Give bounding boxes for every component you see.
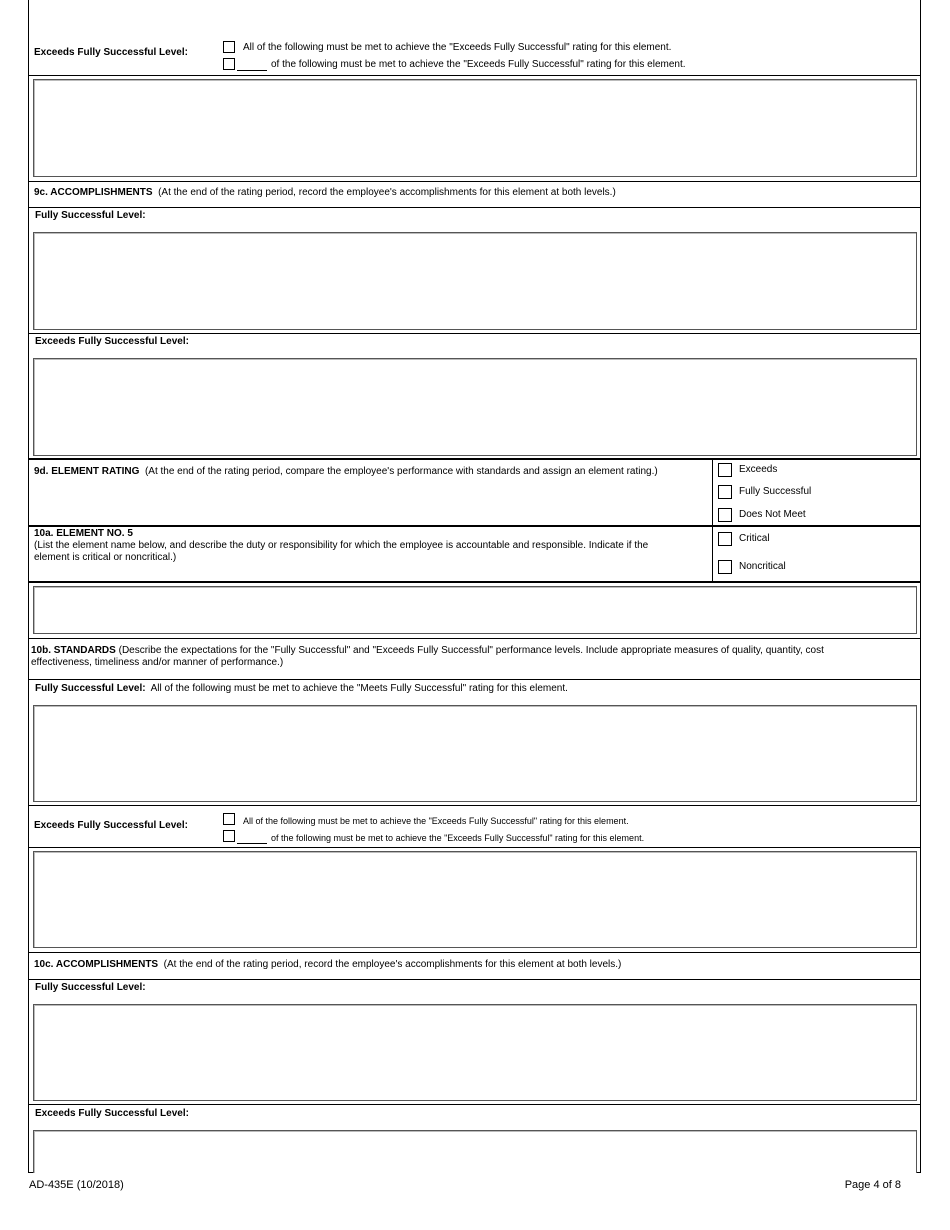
- divider: [28, 847, 921, 848]
- noncritical-checkbox[interactable]: [718, 560, 732, 574]
- divider: [28, 952, 921, 953]
- exceeds-count-checkbox-9[interactable]: [223, 58, 235, 70]
- form-id: AD-435E (10/2018): [29, 1179, 124, 1191]
- accomplishments-fs-label-10: Fully Successful Level:: [35, 982, 146, 993]
- exceeds-all-text-10: All of the following must be met to achieve the "Exceeds Fully Successful" rating for this element.: [243, 816, 629, 826]
- divider: [28, 75, 921, 76]
- section-9d-number: 9d. ELEMENT RATING: [34, 466, 140, 477]
- section-10c-header: [34, 959, 621, 971]
- standards-fs-desc-10: All of the following must be met to achieve the "Meets Fully Successful" rating for this element.: [150, 683, 568, 694]
- section-10a-desc-1: (List the element name below, and describe the duty or responsibility for which the employee is accountable and responsible. Indicate if the: [34, 540, 649, 551]
- rating-exceeds-label: Exceeds: [739, 464, 778, 475]
- exceeds-count-checkbox-10[interactable]: [223, 830, 235, 842]
- accomplishments-efs-textbox-9[interactable]: [33, 358, 917, 456]
- section-10a-number: 10a. ELEMENT NO. 5: [34, 528, 133, 539]
- rating-exceeds-checkbox[interactable]: [718, 463, 732, 477]
- critical-label: Critical: [739, 533, 770, 544]
- page-number: Page 4 of 8: [844, 1179, 901, 1191]
- section-10b-desc-2: effectiveness, timeliness and/or manner of performance.): [31, 657, 284, 668]
- rating-does-not-meet-label: Does Not Meet: [739, 509, 806, 520]
- accomplishments-fs-textbox-10[interactable]: [33, 1004, 917, 1101]
- rating-fully-successful-label: Fully Successful: [739, 486, 812, 497]
- section-10b-number: 10b. STANDARDS: [31, 645, 116, 656]
- divider: [28, 979, 921, 980]
- accomplishments-efs-textbox-10[interactable]: [33, 1130, 917, 1173]
- exceeds-level-label-10: Exceeds Fully Successful Level:: [34, 820, 188, 831]
- divider: [28, 581, 921, 583]
- exceeds-all-checkbox-10[interactable]: [223, 813, 235, 825]
- section-10a-desc-2: element is critical or noncritical.): [34, 552, 177, 563]
- section-9d-header: [34, 466, 658, 478]
- rating-fully-successful-checkbox[interactable]: [718, 485, 732, 499]
- section-10b-desc-1: (Describe the expectations for the "Fully Successful" and "Exceeds Fully Successful" performance levels. Include appropriate measures of quality, quantity, cost: [118, 645, 824, 656]
- divider: [28, 181, 921, 182]
- section-9c-desc: (At the end of the rating period, record the employee's accomplishments for this element at both levels.): [158, 187, 616, 198]
- section-10c-desc: (At the end of the rating period, record the employee's accomplishments for this element at both levels.): [163, 959, 622, 970]
- rating-does-not-meet-checkbox[interactable]: [718, 508, 732, 522]
- divider: [28, 638, 921, 639]
- divider: [28, 333, 921, 334]
- divider: [28, 458, 921, 460]
- element-description-textbox-10[interactable]: [33, 586, 917, 634]
- standards-fs-textbox-10[interactable]: [33, 705, 917, 802]
- noncritical-label: Noncritical: [739, 561, 786, 572]
- exceeds-count-text-10: of the following must be met to achieve the "Exceeds Fully Successful" rating for this element.: [271, 833, 645, 843]
- critical-checkbox[interactable]: [718, 532, 732, 546]
- divider: [28, 525, 921, 527]
- section-10b-header: [31, 645, 824, 657]
- rating-column-divider: [712, 458, 713, 582]
- divider: [28, 1104, 921, 1105]
- exceeds-count-blank-9[interactable]: [237, 70, 267, 71]
- accomplishments-fs-label-9: Fully Successful Level:: [35, 210, 146, 221]
- exceeds-level-label-9: Exceeds Fully Successful Level:: [34, 47, 188, 58]
- section-9c-header: [34, 187, 616, 199]
- accomplishments-fs-textbox-9[interactable]: [33, 232, 917, 330]
- exceeds-all-checkbox-9[interactable]: [223, 41, 235, 53]
- exceeds-all-text-9: All of the following must be met to achieve the "Exceeds Fully Successful" rating for this element.: [243, 42, 672, 53]
- divider: [28, 805, 921, 806]
- accomplishments-efs-label-9: Exceeds Fully Successful Level:: [35, 336, 189, 347]
- accomplishments-efs-label-10: Exceeds Fully Successful Level:: [35, 1108, 189, 1119]
- exceeds-standards-textbox-9[interactable]: [33, 79, 917, 177]
- section-9d-desc: (At the end of the rating period, compare the employee's performance with standards and assign an element rating.): [144, 466, 658, 477]
- standards-fs-header-10: [35, 683, 568, 695]
- divider: [28, 679, 921, 680]
- exceeds-count-text-9: of the following must be met to achieve the "Exceeds Fully Successful" rating for this element.: [271, 59, 686, 70]
- exceeds-count-blank-10[interactable]: [237, 843, 267, 844]
- section-10c-number: 10c. ACCOMPLISHMENTS: [34, 959, 159, 970]
- section-9c-number: 9c. ACCOMPLISHMENTS: [34, 187, 153, 198]
- exceeds-standards-textbox-10[interactable]: [33, 851, 917, 948]
- divider: [28, 207, 921, 208]
- standards-fs-label-10: Fully Successful Level:: [35, 683, 146, 694]
